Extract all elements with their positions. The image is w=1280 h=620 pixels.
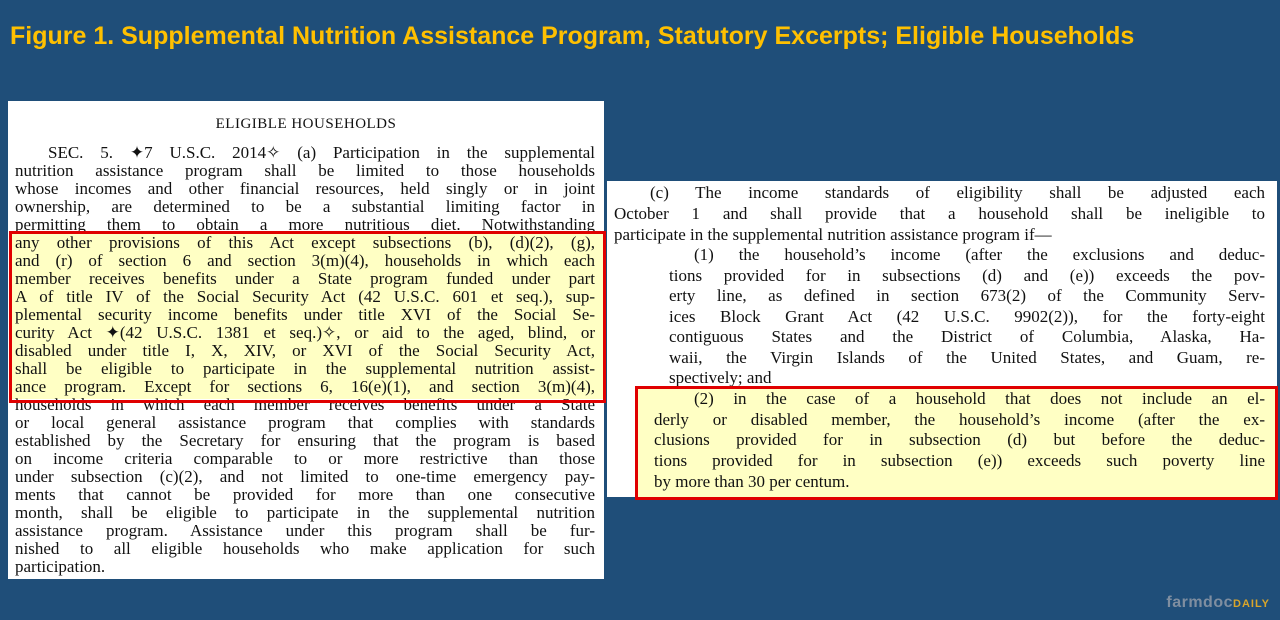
text-line: or local general assistance program that complies with standards bbox=[15, 413, 595, 432]
text-line: A of title IV of the Social Security Act (42 U.S.C. 601 et seq.), sup- bbox=[15, 287, 595, 306]
text-line: erty line, as defined in section 673(2) of the Community Serv- bbox=[669, 286, 1265, 305]
text-line: SEC. 5. ✦7 U.S.C. 2014✧ (a) Participation in the supplemental bbox=[48, 143, 595, 162]
section-heading: ELIGIBLE HOUSEHOLDS bbox=[215, 116, 397, 132]
text-line: whose incomes and other financial resources, held singly or in joint bbox=[15, 179, 595, 198]
text-line: disabled under title I, X, XIV, or XVI of the Social Security Act, bbox=[15, 341, 595, 360]
text-line: participate in the supplemental nutrition assistance program if— bbox=[614, 225, 1052, 244]
text-line: households in which each member receives benefits under a State bbox=[15, 395, 595, 414]
text-line: assistance program. Assistance under this program shall be fur- bbox=[15, 521, 595, 540]
text-line: month, shall be eligible to participate in the supplemental nutrition bbox=[15, 503, 595, 522]
text-line: (c) The income standards of eligibility shall be adjusted each bbox=[650, 183, 1265, 202]
text-line: tions provided for in subsections (d) and (e)) exceeds the pov- bbox=[669, 266, 1265, 285]
text-line: plemental security income benefits under title XVI of the Social Se- bbox=[15, 305, 595, 324]
text-line: contiguous States and the District of Columbia, Alaska, Ha- bbox=[669, 327, 1265, 346]
text-line: and (r) of section 6 and section 3(m)(4), households in which each bbox=[15, 251, 595, 270]
text-line: (2) in the case of a household that does not include an el- bbox=[694, 389, 1265, 408]
text-line: clusions provided for in subsection (d) but before the deduc- bbox=[654, 430, 1265, 449]
text-line: waii, the Virgin Islands of the United States, and Guam, re- bbox=[669, 348, 1265, 367]
right-red-highlight-box bbox=[635, 386, 1278, 500]
text-line: spectively; and bbox=[669, 368, 772, 387]
text-line: under subsection (c)(2), and not limited to one-time emergency pay- bbox=[15, 467, 595, 486]
text-line: any other provisions of this Act except subsections (b), (d)(2), (g), bbox=[15, 233, 595, 252]
text-line: permitting them to obtain a more nutritious diet. Notwithstanding bbox=[15, 215, 595, 234]
text-line: ments that cannot be provided for more than one consecutive bbox=[15, 485, 595, 504]
farmdoc-daily-logo bbox=[1166, 594, 1270, 612]
text-line: derly or disabled member, the household’s income (after the ex- bbox=[654, 410, 1265, 429]
text-line: on income criteria comparable to or more restrictive than those bbox=[15, 449, 595, 468]
logo-text-part2: DAILY bbox=[1233, 598, 1270, 610]
text-line: tions provided for in subsection (e)) exceeds such poverty line bbox=[654, 451, 1265, 470]
text-line: (1) the household’s income (after the exclusions and deduc- bbox=[694, 245, 1265, 264]
text-line: October 1 and shall provide that a household shall be ineligible to bbox=[614, 204, 1265, 223]
logo-text-part1: farmdoc bbox=[1166, 594, 1233, 611]
text-line: participation. bbox=[15, 557, 106, 576]
left-red-highlight-box bbox=[9, 231, 606, 403]
text-line: ices Block Grant Act (42 U.S.C. 9902(2)), for the forty-eight bbox=[669, 307, 1265, 326]
figure-title: Figure 1. Supplemental Nutrition Assistance Program, Statutory Excerpts; Eligible Households bbox=[10, 22, 1135, 50]
text-line: member receives benefits under a State program funded under part bbox=[15, 269, 595, 288]
text-line: established by the Secretary for ensuring that the program is based bbox=[15, 431, 595, 450]
text-line: shall be eligible to participate in the supplemental nutrition assist- bbox=[15, 359, 595, 378]
text-line: nished to all eligible households who make application for such bbox=[15, 539, 595, 558]
text-line: ance program. Except for sections 6, 16(e)(1), and section 3(m)(4), bbox=[15, 377, 595, 396]
text-line: by more than 30 per centum. bbox=[654, 472, 850, 491]
text-line: curity Act ✦(42 U.S.C. 1381 et seq.)✧, or aid to the aged, blind, or bbox=[15, 323, 595, 342]
text-line: nutrition assistance program shall be limited to those households bbox=[15, 161, 595, 180]
text-line: ownership, are determined to be a substantial limiting factor in bbox=[15, 197, 595, 216]
